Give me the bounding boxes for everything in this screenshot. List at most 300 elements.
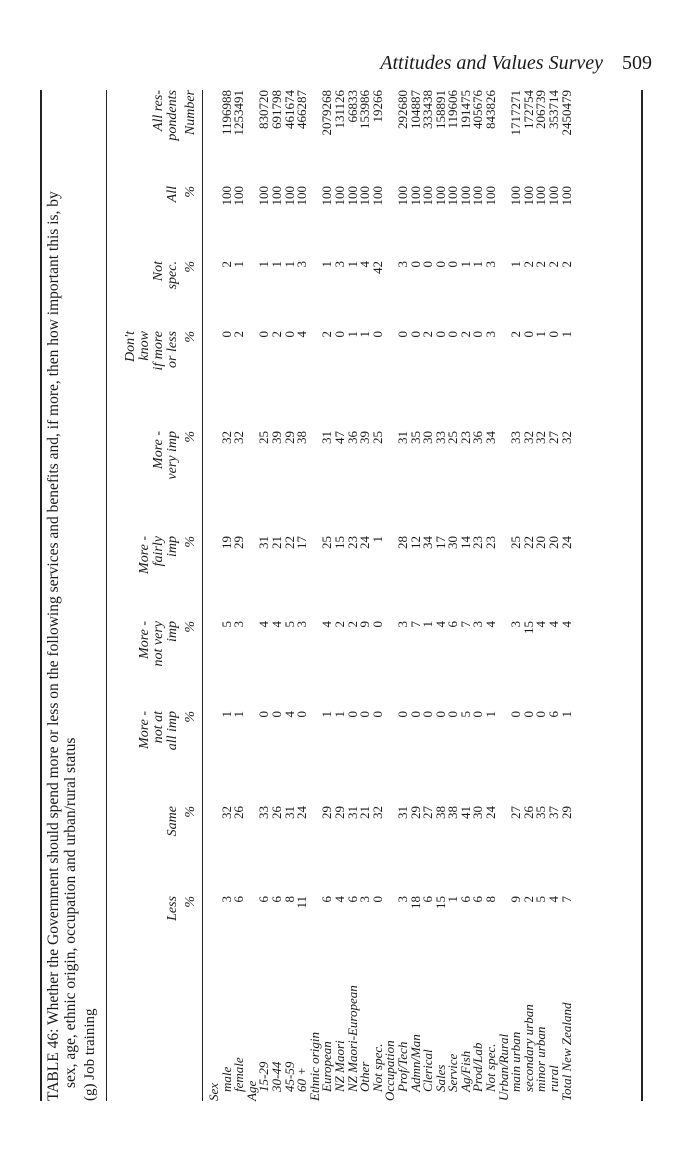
column-header-line: More - <box>137 711 152 749</box>
table-cell: 131126 <box>331 90 347 129</box>
table-cell: 30 <box>470 806 486 819</box>
table-cell: 4 <box>319 621 335 628</box>
row-label: Other <box>357 1061 373 1092</box>
column-header-line: very imp <box>165 431 180 480</box>
table-cell: 4 <box>331 896 347 903</box>
table-cell: 0 <box>331 331 347 338</box>
table-cell: 1 <box>558 711 574 718</box>
table-bottom-rule <box>641 90 643 1101</box>
table-cell: 6 <box>457 896 473 903</box>
table-cell: 35 <box>533 806 549 819</box>
table-cell: 27 <box>546 431 562 444</box>
table-cell: 2 <box>344 621 360 628</box>
table-cell: 4 <box>483 621 499 628</box>
table-cell: 6 <box>546 711 562 718</box>
table-cell: 29 <box>231 536 247 549</box>
table-cell: 0 <box>294 711 310 718</box>
table-cell: 32 <box>533 431 549 444</box>
table-cell: 0 <box>394 331 410 338</box>
table-cell: 4 <box>432 621 448 628</box>
table-cell: 29 <box>558 806 574 819</box>
table-cell: 1 <box>483 711 499 718</box>
table-cell: 9 <box>357 621 373 628</box>
column-unit: % <box>183 431 198 443</box>
table-cell: 3 <box>294 621 310 628</box>
table-cell: 12 <box>407 536 423 549</box>
column-header-line: if more <box>151 331 166 371</box>
table-row <box>359 90 372 1101</box>
group-heading: Urban/Rural <box>495 1033 511 1101</box>
caption-line-1: TABLE 46: Whether the Government should spend more or less on the following services and benefits and, if more, then how important this is, by <box>45 191 62 1101</box>
table-cell: 0 <box>445 261 461 268</box>
table-cell: 0 <box>281 331 297 338</box>
table-cell: 8 <box>281 896 297 903</box>
table-cell: 119606 <box>445 90 461 129</box>
rotated-table-page <box>40 90 660 1101</box>
column-header-line: All res- <box>151 90 166 132</box>
table-cell: 4 <box>558 621 574 628</box>
table-row <box>535 90 548 1101</box>
table-cell: 32 <box>369 806 385 819</box>
table-cell: 100 <box>432 186 448 206</box>
table-cell: 6 <box>231 896 247 903</box>
table-cell: 1 <box>420 621 436 628</box>
table-cell: 6 <box>319 896 335 903</box>
table-cell: 6 <box>268 896 284 903</box>
table-cell: 100 <box>281 186 297 206</box>
table-cell: 1196988 <box>218 90 234 136</box>
column-header-line: imp <box>165 621 180 642</box>
table-cell: 2450479 <box>558 90 574 136</box>
table-cell: 7 <box>457 621 473 628</box>
table-cell: 292680 <box>394 90 410 129</box>
table-cell: 0 <box>445 331 461 338</box>
table-cell: 353714 <box>546 90 562 129</box>
caption-line-2: sex, age, ethnic origin, occupation and urban/rural status <box>62 737 79 1088</box>
table-cell: 0 <box>520 711 536 718</box>
column-header-line: know <box>137 331 152 361</box>
table-cell: 0 <box>520 331 536 338</box>
row-label: 60 + <box>294 1066 310 1092</box>
table-cell: 2 <box>520 261 536 268</box>
table-cell: 1 <box>445 896 461 903</box>
table-cell: 2 <box>268 331 284 338</box>
table-cell: 23 <box>483 536 499 549</box>
table-cell: 1 <box>231 711 247 718</box>
column-header-10 <box>152 90 198 180</box>
table-cell: 27 <box>420 806 436 819</box>
table-cell: 1 <box>508 261 524 268</box>
table-cell: 3 <box>357 896 373 903</box>
table-cell: 1 <box>369 536 385 543</box>
table-cell: 32 <box>558 431 574 444</box>
group-heading: Sex <box>206 1082 221 1101</box>
table-cell: 7 <box>407 621 423 628</box>
table-row <box>331 90 347 1101</box>
table-cell: 1 <box>281 261 297 268</box>
table-row <box>394 90 410 1101</box>
table-cell: 33 <box>256 806 272 819</box>
table-cell: 23 <box>470 536 486 549</box>
table-cell: 15 <box>331 536 347 549</box>
table-cell: 100 <box>445 186 461 206</box>
table-cell: 405676 <box>470 90 486 129</box>
table-cell: 1717271 <box>508 90 524 136</box>
column-header-line: or less <box>165 331 180 368</box>
column-headers <box>110 90 198 1101</box>
table-cell: 6 <box>470 896 486 903</box>
table-row <box>233 90 246 1101</box>
table-cell: 31 <box>344 806 360 819</box>
table-cell: 0 <box>546 331 562 338</box>
table-cell: 100 <box>344 186 360 206</box>
table-cell: 0 <box>470 711 486 718</box>
table-cell: 0 <box>533 711 549 718</box>
table-cell: 2 <box>319 331 335 338</box>
table-cell: 0 <box>369 331 385 338</box>
table-cell: 24 <box>558 536 574 549</box>
table-cell: 206739 <box>533 90 549 129</box>
table-cell: 25 <box>508 536 524 549</box>
row-label: European <box>319 1041 335 1092</box>
column-header-line: spec. <box>165 261 180 290</box>
table-cell: 830720 <box>256 90 272 129</box>
table-cell: 3 <box>483 261 499 268</box>
table-cell: 29 <box>331 806 347 819</box>
table-cell: 6 <box>256 896 272 903</box>
table-cell: 3 <box>394 621 410 628</box>
table-cell: 100 <box>331 186 347 206</box>
column-unit: % <box>183 536 198 548</box>
table-cell: 35 <box>407 431 423 444</box>
column-header-9 <box>166 186 198 276</box>
table-cell: 5 <box>457 711 473 718</box>
table-cell: 2 <box>520 896 536 903</box>
table-cell: 3 <box>218 896 234 903</box>
row-label: NZ Maori <box>331 1040 347 1092</box>
row-label: minor urban <box>533 1026 549 1092</box>
row-label: rural <box>546 1065 562 1092</box>
table-cell: 100 <box>369 186 385 206</box>
table-cell: 1 <box>331 711 347 718</box>
table-cell: 11 <box>294 896 310 909</box>
column-header-line: Less <box>165 896 180 921</box>
table-cell: 28 <box>394 536 410 549</box>
row-label: Not spec. <box>483 1043 499 1092</box>
table-cell: 20 <box>533 536 549 549</box>
table-cell: 23 <box>344 536 360 549</box>
row-label: Total New Zealand <box>558 1002 574 1101</box>
table-cell: 20 <box>546 536 562 549</box>
table-cell: 2079268 <box>319 90 335 136</box>
table-row <box>258 90 271 1101</box>
table-cell: 1 <box>218 711 234 718</box>
table-cell: 31 <box>281 806 297 819</box>
column-header-3 <box>138 711 198 801</box>
table-cell: 8 <box>483 896 499 903</box>
table-cell: 691798 <box>268 90 284 129</box>
group-heading-row <box>243 90 259 1101</box>
table-cell: 0 <box>445 711 461 718</box>
table-cell: 100 <box>407 186 423 206</box>
column-header-line: not at <box>151 711 166 744</box>
table-cell: 0 <box>369 621 385 628</box>
table-cell: 100 <box>533 186 549 206</box>
table-top-rule <box>40 90 42 1101</box>
table-cell: 3 <box>483 331 499 338</box>
column-header-line: fairly <box>151 536 166 567</box>
table-cell: 1 <box>319 711 335 718</box>
table-cell: 32 <box>218 806 234 819</box>
table-cell: 100 <box>357 186 373 206</box>
table-cell: 3 <box>294 261 310 268</box>
table-cell: 4 <box>357 261 373 268</box>
table-cell: 100 <box>268 186 284 206</box>
table-cell: 158891 <box>432 90 448 129</box>
table-cell: 33 <box>432 431 448 444</box>
table-caption <box>45 101 79 1101</box>
row-label: Prod/Lab <box>470 1042 486 1092</box>
table-cell: 4 <box>546 896 562 903</box>
table-cell: 31 <box>256 536 272 549</box>
table-cell: 32 <box>520 431 536 444</box>
table-cell: 23 <box>457 431 473 444</box>
table-cell: 3 <box>331 261 347 268</box>
table-cell: 4 <box>281 711 297 718</box>
table-cell: 3 <box>394 261 410 268</box>
table-cell: 26 <box>520 806 536 819</box>
table-cell: 5 <box>281 621 297 628</box>
table-cell: 2 <box>508 331 524 338</box>
table-cell: 5 <box>533 896 549 903</box>
table-cell: 5 <box>218 621 234 628</box>
table-cell: 4 <box>256 621 272 628</box>
table-cell: 1 <box>533 331 549 338</box>
column-header-5 <box>138 536 198 626</box>
table-cell: 0 <box>357 711 373 718</box>
group-heading-row <box>208 90 221 1101</box>
group-heading: Occupation <box>382 1040 398 1101</box>
table-cell: 2 <box>420 331 436 338</box>
column-unit: % <box>183 621 198 633</box>
group-heading: Age <box>243 1080 259 1101</box>
table-cell: 24 <box>294 806 310 819</box>
table-cell: 18 <box>407 896 423 909</box>
table-cell: 32 <box>218 431 234 444</box>
row-label: female <box>231 1057 247 1092</box>
row-label: Clerical <box>420 1049 436 1092</box>
row-label: NZ Maori-European <box>344 985 360 1092</box>
table-cell: 1 <box>357 331 373 338</box>
running-head-title: Attitudes and Values Survey <box>380 52 603 74</box>
column-header-line: not very <box>151 621 166 667</box>
table-cell: 36 <box>470 431 486 444</box>
table-cell: 36 <box>344 431 360 444</box>
table-cell: 0 <box>432 261 448 268</box>
row-label: 15-29 <box>256 1061 272 1092</box>
running-head <box>380 52 652 75</box>
column-header-line: Not <box>151 261 166 282</box>
table-cell: 19 <box>218 536 234 549</box>
table-cell: 100 <box>394 186 410 206</box>
table-cell: 153986 <box>357 90 373 129</box>
table-cell: 26 <box>231 806 247 819</box>
table-cell: 0 <box>394 711 410 718</box>
table-cell: 0 <box>256 331 272 338</box>
table-cell: 17 <box>432 536 448 549</box>
table-cell: 0 <box>369 711 385 718</box>
table-cell: 21 <box>357 806 373 819</box>
table-cell: 100 <box>218 186 234 206</box>
column-header-line: pondents <box>165 90 180 141</box>
table-row <box>548 90 561 1101</box>
table-cell: 1253491 <box>231 90 247 136</box>
table-row <box>344 90 360 1101</box>
table-cell: 2 <box>558 261 574 268</box>
table-cell: 2 <box>331 621 347 628</box>
table-subheader-rule <box>202 90 203 1101</box>
table-row <box>472 90 485 1101</box>
page-number: 509 <box>622 52 652 74</box>
column-header-4 <box>138 621 198 711</box>
table-cell: 1 <box>457 261 473 268</box>
table-cell: 15 <box>432 896 448 909</box>
table-cell: 0 <box>470 331 486 338</box>
table-cell: 191475 <box>457 90 473 129</box>
table-cell: 100 <box>420 186 436 206</box>
table-cell: 0 <box>268 711 284 718</box>
table-cell: 24 <box>357 536 373 549</box>
group-heading-row <box>384 90 397 1101</box>
table-cell: 37 <box>546 806 562 819</box>
table-row <box>296 90 309 1101</box>
table-cell: 38 <box>294 431 310 444</box>
table-cell: 6 <box>344 896 360 903</box>
table-cell: 4 <box>294 331 310 338</box>
table-cell: 100 <box>457 186 473 206</box>
table-row <box>321 90 334 1101</box>
table-cell: 31 <box>394 431 410 444</box>
table-cell: 104887 <box>407 90 423 129</box>
table-cell: 32 <box>231 431 247 444</box>
table-cell: 1 <box>344 261 360 268</box>
table-cell: 25 <box>369 431 385 444</box>
table-cell: 27 <box>508 806 524 819</box>
table-cell: 1 <box>344 331 360 338</box>
row-label: 45-59 <box>281 1061 297 1092</box>
group-heading-row <box>495 90 511 1101</box>
table-cell: 66833 <box>344 90 360 123</box>
column-header-line: Same <box>165 806 180 837</box>
table-row <box>447 90 460 1101</box>
column-unit: % <box>183 896 198 908</box>
table-cell: 0 <box>256 711 272 718</box>
table-cell: 39 <box>357 431 373 444</box>
table-cell: 2 <box>218 261 234 268</box>
table-row <box>432 90 448 1101</box>
table-cell: 47 <box>331 431 347 444</box>
column-header-line: all imp <box>165 711 180 751</box>
table-cell: 0 <box>407 711 423 718</box>
table-cell: 100 <box>470 186 486 206</box>
table-cell: 30 <box>420 431 436 444</box>
table-cell: 33 <box>508 431 524 444</box>
table-cell: 41 <box>457 806 473 819</box>
table-cell: 1 <box>319 261 335 268</box>
table-subtitle: (g) Job training <box>82 1008 98 1101</box>
table-cell: 3 <box>231 621 247 628</box>
table-cell: 31 <box>394 806 410 819</box>
table-cell: 4 <box>546 621 562 628</box>
column-unit: % <box>183 711 198 723</box>
table-cell: 100 <box>546 186 562 206</box>
table-cell: 0 <box>218 331 234 338</box>
table-cell: 38 <box>445 806 461 819</box>
table-cell: 25 <box>256 431 272 444</box>
table-cell: 0 <box>432 711 448 718</box>
table-cell: 22 <box>520 536 536 549</box>
table-cell: 2 <box>457 331 473 338</box>
table-cell: 3 <box>508 621 524 628</box>
table-cell: 100 <box>558 186 574 206</box>
column-header-line: More - <box>137 621 152 659</box>
table-cell: 100 <box>294 186 310 206</box>
table-cell: 30 <box>445 536 461 549</box>
table-cell: 38 <box>432 806 448 819</box>
table-cell: 100 <box>520 186 536 206</box>
column-header-line: More - <box>151 431 166 469</box>
table-cell: 1 <box>558 331 574 338</box>
table-cell: 2 <box>533 261 549 268</box>
table-cell: 19266 <box>369 90 385 123</box>
table-cell: 100 <box>231 186 247 206</box>
row-label: Service <box>445 1053 461 1092</box>
table-cell: 4 <box>268 621 284 628</box>
column-unit: % <box>183 331 198 343</box>
column-header-line: imp <box>165 536 180 557</box>
table-row <box>407 90 423 1101</box>
row-label: secondary urban <box>520 1004 536 1092</box>
table-row <box>422 90 435 1101</box>
row-label: Admn/Man <box>407 1034 423 1092</box>
table-cell: 26 <box>268 806 284 819</box>
table-cell: 15 <box>520 621 536 634</box>
table-cell: 0 <box>369 896 385 903</box>
table-header-rule <box>106 90 107 1101</box>
table-cell: 172754 <box>520 90 536 129</box>
table-cell: 3 <box>394 896 410 903</box>
column-unit: % <box>183 186 198 198</box>
column-unit: Number <box>183 90 198 136</box>
table-row <box>281 90 297 1101</box>
table-cell: 6 <box>445 621 461 628</box>
row-label: main urban <box>508 1031 524 1092</box>
table-cell: 0 <box>432 331 448 338</box>
table-cell: 24 <box>483 806 499 819</box>
group-heading-row <box>306 90 322 1101</box>
table-cell: 466287 <box>294 90 310 129</box>
table-cell: 0 <box>407 261 423 268</box>
table-cell: 3 <box>470 621 486 628</box>
column-header-6 <box>152 431 198 521</box>
table-cell: 29 <box>407 806 423 819</box>
table-cell: 34 <box>420 536 436 549</box>
table-cell: 0 <box>407 331 423 338</box>
table-cell: 100 <box>319 186 335 206</box>
total-row <box>558 90 574 1101</box>
table-cell: 1 <box>231 261 247 268</box>
row-label: Not spec. <box>369 1043 385 1092</box>
